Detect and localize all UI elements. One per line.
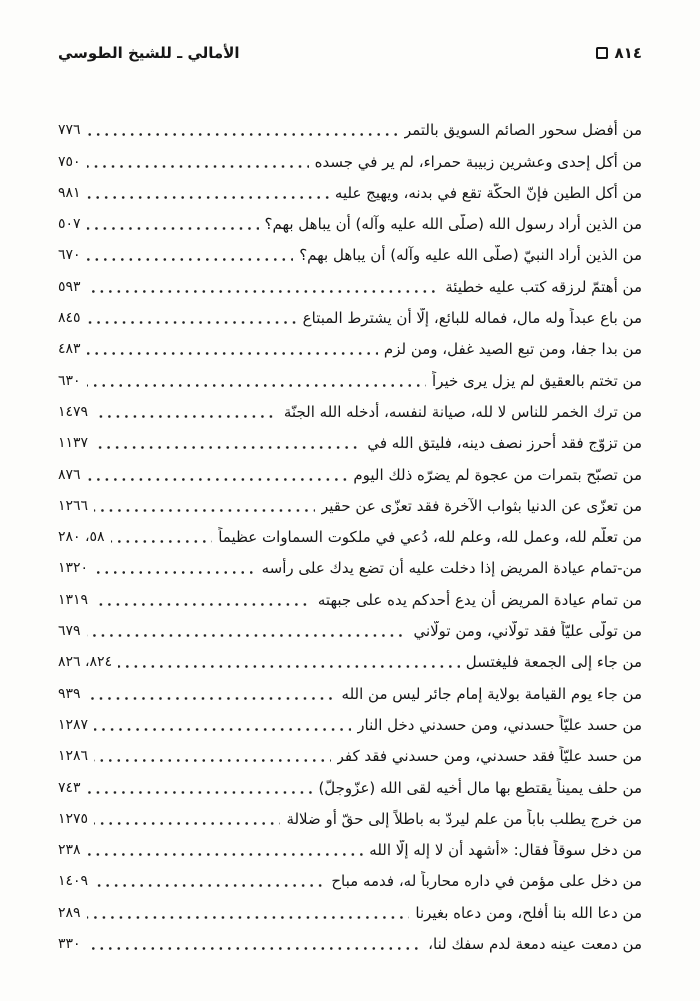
index-entry	[58, 266, 642, 297]
dot-leader	[94, 603, 312, 606]
entry-page-number: ١١٣٧	[58, 435, 89, 452]
entry-text: من جاء إلى الجمعة فليغتسل	[465, 653, 642, 672]
entry-text: من باع عبداً وله مال، فماله للبائع، إلّا أن يشترط المبتاع	[302, 309, 642, 328]
dot-leader	[87, 227, 259, 230]
dot-leader	[94, 884, 325, 887]
entry-page-number: ٥٠٧	[58, 216, 81, 233]
dot-leader	[94, 415, 278, 418]
square-bullet-icon	[596, 47, 608, 59]
entry-text: من دخل سوقاً فقال: «أشهد أن لا إله إلّا الله	[369, 841, 642, 860]
entry-page-number: ١٢٦٦	[58, 497, 89, 514]
entry-text: من حلف يميناً يقتطع بها مال أخيه لقى الله (عزّوجلّ)	[318, 778, 642, 797]
index-entry	[58, 235, 642, 266]
entry-text: من أفضل سحور الصائم السويق بالتمر	[403, 121, 642, 140]
entry-text: من دعا الله بنا أفلح، ومن دعاه بغيرنا	[415, 903, 642, 922]
dot-leader	[87, 791, 313, 794]
index-entry	[58, 548, 642, 579]
index-entry	[58, 579, 642, 610]
entry-page-number: ٧٥٠	[58, 153, 81, 170]
index-entry	[58, 360, 642, 391]
dot-leader	[118, 665, 460, 668]
entry-text: من أهتمّ لرزقه كتب عليه خطيئة	[445, 277, 642, 296]
index-entry	[58, 173, 642, 204]
dot-leader	[94, 759, 331, 762]
entry-text: من تعلّم لله، وعمل لله، وعلم لله، دُعي في ملكوت السماوات عظيماً	[218, 528, 642, 547]
index-entry	[58, 642, 642, 673]
entry-page-number: ٢٨٩	[58, 904, 81, 921]
entry-page-number: ١٣٢٠	[58, 560, 89, 577]
entry-page-number: ١٣١٩	[58, 591, 89, 608]
entry-text: من تمام عيادة المريض أن يدع أحدكم يده على جبهته	[317, 590, 642, 609]
entry-page-number: ٤٨٣	[58, 341, 81, 358]
dot-leader	[87, 133, 398, 136]
index-entry	[58, 517, 642, 548]
entry-page-number: ٦٣٠	[58, 372, 81, 389]
entry-text: من خرج يطلب باباً من علم ليردّ به باطلاً إلى حقّ أو ضلالة	[286, 809, 642, 828]
entry-text: من أكل الطين فإنّ الحكّة تقع في بدنه، ويهيج عليه	[334, 183, 642, 202]
index-entry	[58, 110, 642, 141]
entry-page-number: ٣٣٠	[58, 936, 81, 953]
entry-page-number: ٩٨١	[58, 184, 81, 201]
entry-page-number: ٧٤٣	[58, 779, 81, 796]
dot-leader	[87, 321, 297, 324]
entry-text: من الذين أراد رسول الله (صلّى الله عليه وآله) أن يباهل بهم؟	[264, 215, 642, 234]
index-entry	[58, 673, 642, 704]
dot-leader	[87, 697, 336, 700]
entry-text: من ترك الخمر للناس لا لله، صيانة لنفسه، أدخله الله الجنّة	[283, 402, 642, 421]
index-entry	[58, 298, 642, 329]
entry-text: من-تمام عيادة المريض إذا دخلت عليه أن تضع يدك على رأسه	[261, 559, 642, 578]
entry-text: من الذين أراد النبيّ (صلّى الله عليه وآله) أن يباهل بهم؟	[299, 246, 642, 265]
entry-text: من دخل على مؤمن في داره محارباً له، فدمه مباح	[331, 872, 642, 891]
page-number: ٨١٤	[614, 44, 642, 62]
entry-page-number: ٦٧٠	[58, 247, 81, 264]
index-entry	[58, 767, 642, 798]
entry-text: من دمعت عينه دمعة لدم سفك لنا،	[428, 935, 642, 954]
dot-leader	[94, 509, 315, 512]
index-entry	[58, 423, 642, 454]
entry-text: من حسد عليّاً حسدني، ومن حسدني دخل النار	[357, 715, 642, 734]
entry-page-number: ٩٣٩	[58, 685, 81, 702]
entry-page-number: ٨٢٤، ٨٢٦	[58, 654, 113, 671]
entry-page-number: ١٢٨٦	[58, 748, 89, 765]
dot-leader	[87, 258, 294, 261]
index-entry	[58, 141, 642, 172]
dot-leader	[87, 478, 348, 481]
index-entry	[58, 392, 642, 423]
entry-page-number: ٧٧٦	[58, 122, 81, 139]
index-entry	[58, 611, 642, 642]
index-entry	[58, 924, 642, 955]
entry-page-number: ١٤٧٩	[58, 403, 89, 420]
index-entry	[58, 204, 642, 235]
dot-leader	[94, 822, 280, 825]
entry-page-number: ٨٤٥	[58, 310, 81, 327]
entry-text: من تزوّج فقد أحرز نصف دينه، فليتق الله في	[367, 434, 642, 453]
dot-leader	[87, 853, 364, 856]
entry-page-number: ٥٨، ٢٨٠	[58, 529, 105, 546]
dot-leader	[94, 571, 256, 574]
entry-text: من جاء يوم القيامة بولاية إمام جائر ليس من الله	[341, 684, 642, 703]
entry-text: من أكل إحدى وعشرين زبيبة حمراء، لم ير في جسده	[314, 152, 642, 171]
dot-leader	[87, 384, 426, 387]
entry-page-number: ١٢٧٥	[58, 810, 89, 827]
entry-page-number: ١٤٠٩	[58, 873, 89, 890]
entry-page-number: ٥٩٣	[58, 278, 81, 295]
entry-page-number: ١٢٨٧	[58, 716, 89, 733]
dot-leader	[94, 446, 361, 449]
page-header	[58, 40, 642, 66]
dot-leader	[94, 728, 351, 731]
running-title: الأمالي ـ للشيخ الطوسي	[58, 44, 240, 62]
entry-text: من تولّى عليّاً فقد تولّاني، ومن تولّاني	[413, 622, 642, 641]
index-entry	[58, 830, 642, 861]
dot-leader	[87, 290, 440, 293]
entry-text: من تعزّى عن الدنيا بثواب الآخرة فقد تعزّى عن حقير	[320, 496, 642, 515]
index-entry	[58, 705, 642, 736]
entry-text: من بدا جفا، ومن تبع الصيد غفل، ومن لزم	[383, 340, 642, 359]
index-entry	[58, 486, 642, 517]
dot-leader	[87, 352, 378, 355]
entry-text: من حسد عليّاً فقد حسدني، ومن حسدني فقد كفر	[336, 747, 642, 766]
index-entry	[58, 799, 642, 830]
entries-list	[58, 110, 642, 955]
entry-page-number: ٦٧٩	[58, 623, 81, 640]
index-entry	[58, 861, 642, 892]
dot-leader	[87, 947, 423, 950]
index-entry	[58, 454, 642, 485]
dot-leader	[87, 196, 329, 199]
index-entry	[58, 892, 642, 923]
index-entry	[58, 736, 642, 767]
entry-text: من تصبّح بتمرات من عجوة لم يضرّه ذلك اليوم	[353, 465, 642, 484]
dot-leader	[87, 634, 408, 637]
entry-page-number: ٨٧٦	[58, 466, 81, 483]
dot-leader	[111, 540, 213, 543]
entry-page-number: ٢٣٨	[58, 842, 81, 859]
page-number-block	[596, 44, 642, 62]
index-entry	[58, 329, 642, 360]
dot-leader	[87, 165, 309, 168]
dot-leader	[87, 916, 410, 919]
entry-text: من تختم بالعقيق لم يزل يرى خيراً	[432, 371, 642, 390]
